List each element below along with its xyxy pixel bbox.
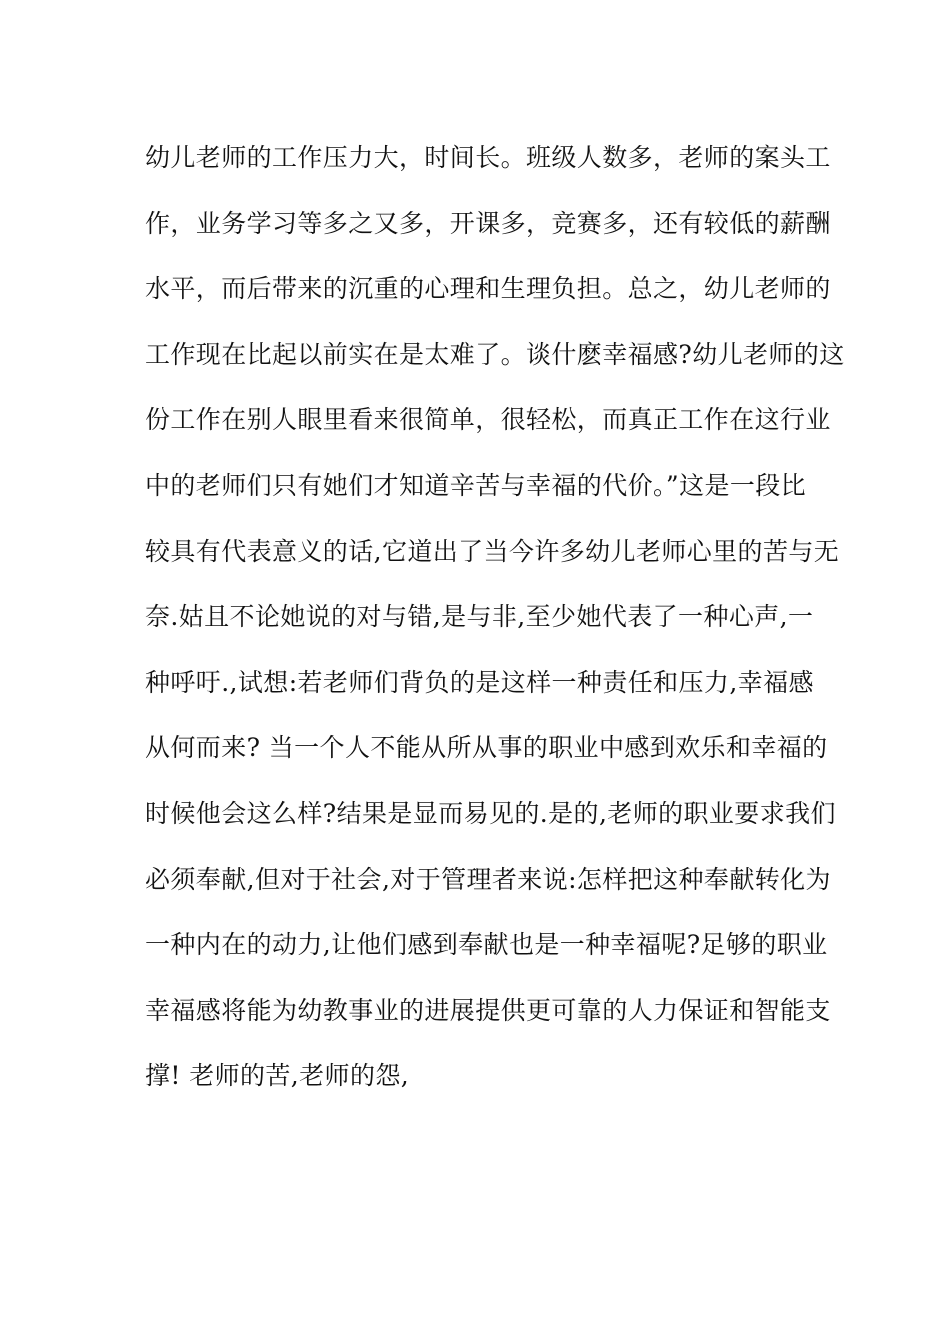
text-line: 较具有代表意义的话,它道出了当今许多幼儿老师心里的苦与无 bbox=[145, 536, 840, 566]
text-line: 种呼吁.,试想:若老师们背负的是这样一种责任和压力,幸福感 bbox=[145, 667, 814, 697]
text-line: 幼儿老师的工作压力大，时间长。班级人数多，老师的案头工 bbox=[145, 143, 831, 172]
text-line: 水平，而后带来的沉重的心理和生理负担。总之，幼儿老师的 bbox=[145, 274, 831, 304]
text-line: 幸福感将能为幼教事业的进展提供更可靠的人力保证和智能支 bbox=[145, 995, 831, 1025]
text-line: 奈.姑且不论她说的对与错,是与非,至少她代表了一种心声,一 bbox=[145, 602, 814, 632]
text-line: 时候他会这么样?结果是显而易见的.是的,老师的职业要求我们 bbox=[145, 798, 836, 828]
text-line: 份工作在别人眼里看来很简单，很轻松，而真正工作在这行业 bbox=[145, 405, 831, 435]
text-line: 一种内在的动力,让他们感到奉献也是一种幸福呢?足够的职业 bbox=[145, 930, 828, 960]
text-line: 中的老师们只有她们才知道辛苦与幸福的代价。”这是一段比 bbox=[145, 470, 807, 500]
text-line: 工作现在比起以前实在是太难了。谈什麽幸福感?幼儿老师的这 bbox=[145, 339, 845, 369]
text-line: 从何而来? 当一个人不能从所从事的职业中感到欢乐和幸福的 bbox=[145, 733, 828, 763]
text-line: 撑! 老师的苦,老师的怨, bbox=[145, 1061, 410, 1091]
text-line: 必须奉献,但对于社会,对于管理者来说:怎样把这种奉献转化为 bbox=[145, 864, 831, 894]
body-paragraph bbox=[145, 133, 845, 1117]
text-line: 作，业务学习等多之又多，开课多，竞赛多，还有较低的薪酬 bbox=[145, 208, 831, 238]
